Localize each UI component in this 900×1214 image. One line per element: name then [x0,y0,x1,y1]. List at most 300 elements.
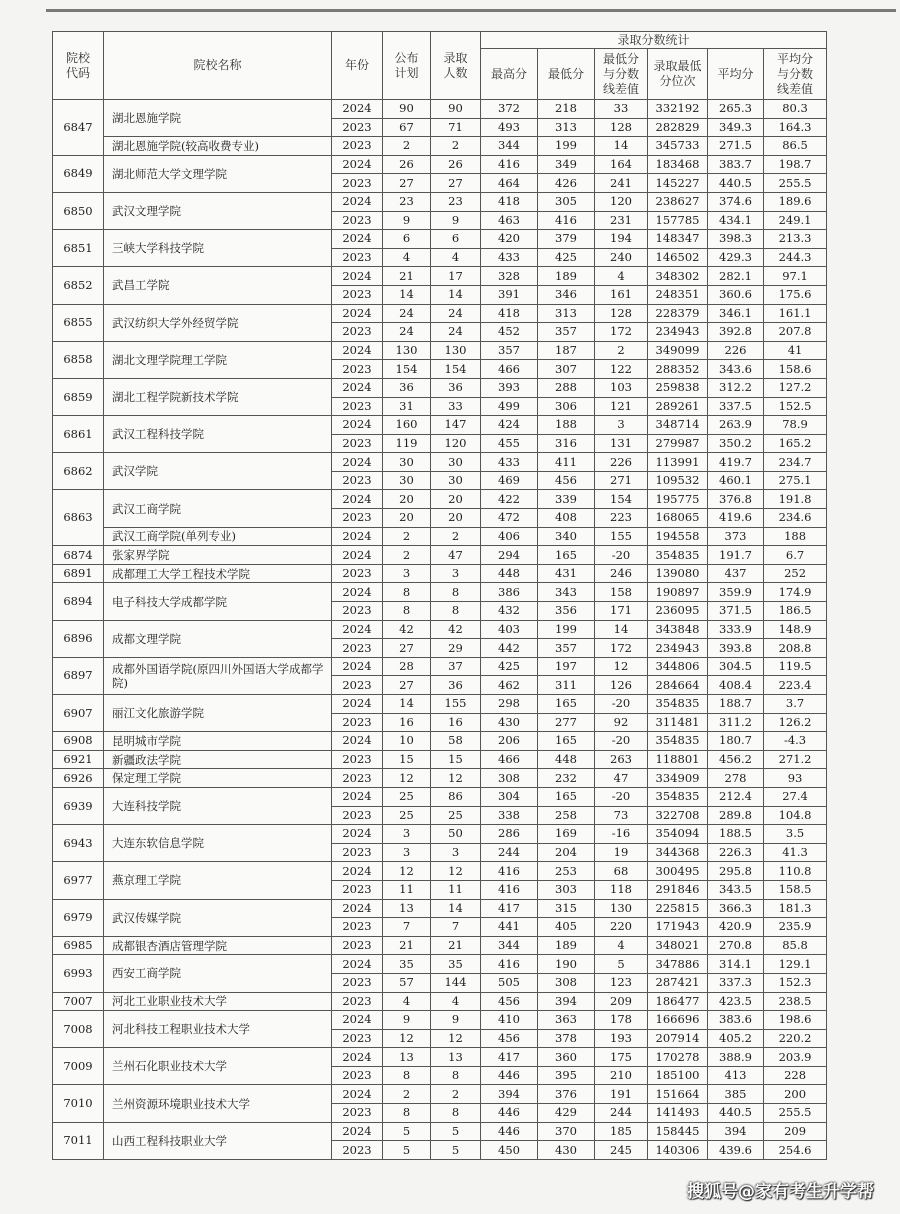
school-code-cell: 6897 [53,657,104,694]
max-score-cell: 493 [481,118,538,137]
avg-score-cell: 392.8 [708,323,764,342]
min-score-cell: 313 [538,118,595,137]
plan-cell: 154 [383,360,431,379]
min-score-cell: 379 [538,230,595,249]
min-rank-cell: 332192 [648,100,708,119]
avg-diff-cell: 86.5 [764,137,827,156]
year-cell: 2023 [332,1029,383,1048]
min-rank-cell: 287421 [648,973,708,992]
max-score-cell: 386 [481,583,538,602]
avg-diff-cell: 181.3 [764,899,827,918]
min-score-cell: 169 [538,825,595,844]
min-rank-cell: 228379 [648,304,708,323]
min-score-cell: 448 [538,750,595,769]
min-score-cell: 303 [538,880,595,899]
avg-score-cell: 440.5 [708,1104,764,1123]
avg-diff-cell: -4.3 [764,732,827,751]
min-score-cell: 307 [538,360,595,379]
avg-diff-cell: 119.5 [764,657,827,676]
min-score-cell: 425 [538,248,595,267]
min-rank-cell: 259838 [648,378,708,397]
min-rank-cell: 195775 [648,490,708,509]
school-name-cell: 成都银杏酒店管理学院 [104,936,332,955]
min-diff-cell: 226 [595,453,648,472]
header-min: 最低分 [538,49,595,100]
admitted-cell: 6 [431,230,481,249]
year-cell: 2024 [332,100,383,119]
avg-diff-cell: 158.5 [764,880,827,899]
min-rank-cell: 284664 [648,676,708,695]
plan-cell: 5 [383,1122,431,1141]
plan-cell: 12 [383,769,431,788]
min-diff-cell: 14 [595,620,648,639]
school-code-cell: 6908 [53,732,104,751]
table-row [53,769,827,788]
school-name-cell: 武昌工学院 [104,267,332,304]
table-row [53,862,827,881]
year-cell: 2024 [332,732,383,751]
avg-diff-cell: 110.8 [764,862,827,881]
admitted-cell: 15 [431,750,481,769]
avg-diff-cell: 238.5 [764,992,827,1011]
min-score-cell: 378 [538,1029,595,1048]
plan-cell: 7 [383,918,431,937]
year-cell: 2024 [332,378,383,397]
avg-score-cell: 413 [708,1066,764,1085]
school-code-cell: 6977 [53,862,104,899]
plan-cell: 26 [383,155,431,174]
table-row [53,1011,827,1030]
min-rank-cell: 322708 [648,806,708,825]
min-score-cell: 232 [538,769,595,788]
avg-diff-cell: 223.4 [764,676,827,695]
plan-cell: 2 [383,546,431,565]
admitted-cell: 29 [431,639,481,658]
avg-diff-cell: 189.6 [764,192,827,211]
year-cell: 2023 [332,248,383,267]
plan-cell: 13 [383,1048,431,1067]
table-row [53,490,827,509]
admitted-cell: 11 [431,880,481,899]
year-cell: 2024 [332,304,383,323]
table-row [53,787,827,806]
min-diff-cell: 172 [595,323,648,342]
school-name-cell: 武汉传媒学院 [104,899,332,936]
admitted-cell: 8 [431,602,481,621]
admitted-cell: 47 [431,546,481,565]
max-score-cell: 417 [481,899,538,918]
year-cell: 2023 [332,936,383,955]
school-code-cell: 6979 [53,899,104,936]
year-cell: 2024 [332,155,383,174]
avg-diff-cell: 152.5 [764,397,827,416]
min-rank-cell: 236095 [648,602,708,621]
admitted-cell: 42 [431,620,481,639]
admitted-cell: 37 [431,657,481,676]
avg-score-cell: 419.6 [708,509,764,528]
school-code-cell: 6939 [53,787,104,824]
min-rank-cell: 311481 [648,713,708,732]
avg-diff-cell: 209 [764,1122,827,1141]
table-row [53,1122,827,1141]
admitted-cell: 12 [431,1029,481,1048]
admitted-cell: 120 [431,434,481,453]
min-score-cell: 363 [538,1011,595,1030]
min-rank-cell: 109532 [648,471,708,490]
min-score-cell: 394 [538,992,595,1011]
school-name-cell: 张家界学院 [104,546,332,565]
min-rank-cell: 248351 [648,285,708,304]
min-diff-cell: 154 [595,490,648,509]
school-name-cell: 武汉学院 [104,453,332,490]
min-rank-cell: 354094 [648,825,708,844]
min-score-cell: 357 [538,639,595,658]
avg-diff-cell: 275.1 [764,471,827,490]
min-rank-cell: 183468 [648,155,708,174]
min-score-cell: 356 [538,602,595,621]
avg-diff-cell: 104.8 [764,806,827,825]
year-cell: 2024 [332,825,383,844]
min-score-cell: 311 [538,676,595,695]
max-score-cell: 433 [481,453,538,472]
min-score-cell: 456 [538,471,595,490]
min-diff-cell: 118 [595,880,648,899]
avg-diff-cell: 234.6 [764,509,827,528]
school-code-cell: 6985 [53,936,104,955]
min-rank-cell: 291846 [648,880,708,899]
avg-diff-cell: 152.3 [764,973,827,992]
avg-score-cell: 349.3 [708,118,764,137]
school-name-cell: 武汉工商学院 [104,490,332,527]
avg-diff-cell: 3.5 [764,825,827,844]
year-cell: 2023 [332,118,383,137]
min-diff-cell: 120 [595,192,648,211]
avg-score-cell: 295.8 [708,862,764,881]
min-diff-cell: 155 [595,527,648,546]
plan-cell: 15 [383,750,431,769]
min-score-cell: 253 [538,862,595,881]
max-score-cell: 469 [481,471,538,490]
min-rank-cell: 151664 [648,1085,708,1104]
admitted-cell: 14 [431,285,481,304]
admitted-cell: 2 [431,137,481,156]
min-rank-cell: 234943 [648,323,708,342]
admitted-cell: 8 [431,1104,481,1123]
avg-diff-cell: 3.7 [764,695,827,714]
header-min-rank: 录取最低 分位次 [648,49,708,100]
min-diff-cell: 33 [595,100,648,119]
min-diff-cell: 126 [595,676,648,695]
min-diff-cell: -20 [595,695,648,714]
year-cell: 2023 [332,750,383,769]
avg-diff-cell: 148.9 [764,620,827,639]
school-code-cell: 6921 [53,750,104,769]
avg-score-cell: 180.7 [708,732,764,751]
plan-cell: 28 [383,657,431,676]
admitted-cell: 154 [431,360,481,379]
max-score-cell: 394 [481,1085,538,1104]
min-diff-cell: 5 [595,955,648,974]
admitted-cell: 30 [431,471,481,490]
plan-cell: 35 [383,955,431,974]
school-name-cell: 湖北工程学院新技术学院 [104,378,332,415]
avg-score-cell: 419.7 [708,453,764,472]
max-score-cell: 466 [481,750,538,769]
table-row [53,1085,827,1104]
min-score-cell: 343 [538,583,595,602]
header-year: 年份 [332,32,383,100]
watermark: 搜狐号@家有考生升学帮 [687,1182,874,1202]
school-code-cell: 6943 [53,825,104,862]
min-rank-cell: 348714 [648,416,708,435]
admitted-cell: 5 [431,1141,481,1160]
school-name-cell: 湖北师范大学文理学院 [104,155,332,192]
school-code-cell: 6858 [53,341,104,378]
table-row [53,416,827,435]
min-rank-cell: 171943 [648,918,708,937]
school-name-cell: 成都外国语学院(原四川外国语大学成都学院) [104,657,332,694]
max-score-cell: 462 [481,676,538,695]
school-name-cell: 三峡大学科技学院 [104,230,332,267]
plan-cell: 3 [383,825,431,844]
year-cell: 2023 [332,806,383,825]
avg-diff-cell: 244.3 [764,248,827,267]
avg-score-cell: 456.2 [708,750,764,769]
year-cell: 2023 [332,323,383,342]
min-rank-cell: 170278 [648,1048,708,1067]
admitted-cell: 27 [431,174,481,193]
school-code-cell: 6855 [53,304,104,341]
admitted-cell: 4 [431,248,481,267]
avg-score-cell: 278 [708,769,764,788]
min-diff-cell: 3 [595,416,648,435]
year-cell: 2023 [332,434,383,453]
min-rank-cell: 334909 [648,769,708,788]
min-diff-cell: 73 [595,806,648,825]
max-score-cell: 448 [481,564,538,583]
max-score-cell: 456 [481,1029,538,1048]
avg-diff-cell: 255.5 [764,174,827,193]
avg-score-cell: 394 [708,1122,764,1141]
min-diff-cell: 103 [595,378,648,397]
max-score-cell: 416 [481,155,538,174]
table-row [53,546,827,565]
min-score-cell: 426 [538,174,595,193]
avg-score-cell: 460.1 [708,471,764,490]
year-cell: 2023 [332,564,383,583]
admitted-cell: 21 [431,936,481,955]
avg-score-cell: 437 [708,564,764,583]
admitted-cell: 20 [431,490,481,509]
year-cell: 2024 [332,657,383,676]
min-diff-cell: 14 [595,137,648,156]
min-rank-cell: 354835 [648,546,708,565]
max-score-cell: 463 [481,211,538,230]
min-diff-cell: 68 [595,862,648,881]
avg-score-cell: 405.2 [708,1029,764,1048]
min-diff-cell: 128 [595,118,648,137]
avg-diff-cell: 27.4 [764,787,827,806]
min-score-cell: 165 [538,695,595,714]
school-name-cell: 电子科技大学成都学院 [104,583,332,620]
avg-diff-cell: 203.9 [764,1048,827,1067]
avg-diff-cell: 200 [764,1085,827,1104]
table-row [53,304,827,323]
min-rank-cell: 118801 [648,750,708,769]
max-score-cell: 433 [481,248,538,267]
min-diff-cell: 241 [595,174,648,193]
avg-diff-cell: 252 [764,564,827,583]
min-diff-cell: 193 [595,1029,648,1048]
header-admitted: 录取 人数 [431,32,481,100]
avg-diff-cell: 198.6 [764,1011,827,1030]
max-score-cell: 456 [481,992,538,1011]
avg-diff-cell: 93 [764,769,827,788]
admitted-cell: 17 [431,267,481,286]
plan-cell: 25 [383,806,431,825]
min-diff-cell: 19 [595,843,648,862]
year-cell: 2023 [332,509,383,528]
min-diff-cell: 210 [595,1066,648,1085]
min-rank-cell: 238627 [648,192,708,211]
avg-score-cell: 350.2 [708,434,764,453]
year-cell: 2024 [332,695,383,714]
min-diff-cell: -20 [595,787,648,806]
admitted-cell: 9 [431,1011,481,1030]
min-rank-cell: 288352 [648,360,708,379]
min-diff-cell: 158 [595,583,648,602]
year-cell: 2023 [332,1141,383,1160]
min-rank-cell: 354835 [648,787,708,806]
school-code-cell: 7007 [53,992,104,1011]
min-score-cell: 370 [538,1122,595,1141]
plan-cell: 130 [383,341,431,360]
table-row [53,378,827,397]
plan-cell: 30 [383,453,431,472]
year-cell: 2023 [332,769,383,788]
min-diff-cell: -20 [595,732,648,751]
max-score-cell: 244 [481,843,538,862]
max-score-cell: 418 [481,192,538,211]
max-score-cell: 372 [481,100,538,119]
school-name-cell: 兰州资源环境职业技术大学 [104,1085,332,1122]
school-code-cell: 6874 [53,546,104,565]
min-diff-cell: 175 [595,1048,648,1067]
year-cell: 2023 [332,713,383,732]
min-score-cell: 199 [538,620,595,639]
plan-cell: 20 [383,509,431,528]
avg-score-cell: 434.1 [708,211,764,230]
max-score-cell: 417 [481,1048,538,1067]
avg-diff-cell: 85.8 [764,936,827,955]
max-score-cell: 294 [481,546,538,565]
min-diff-cell: -20 [595,546,648,565]
plan-cell: 2 [383,137,431,156]
avg-score-cell: 304.5 [708,657,764,676]
min-rank-cell: 349099 [648,341,708,360]
avg-diff-cell: 255.5 [764,1104,827,1123]
plan-cell: 3 [383,564,431,583]
admitted-cell: 8 [431,1066,481,1085]
admitted-cell: 14 [431,899,481,918]
plan-cell: 11 [383,880,431,899]
avg-score-cell: 429.3 [708,248,764,267]
max-score-cell: 425 [481,657,538,676]
min-score-cell: 357 [538,323,595,342]
max-score-cell: 441 [481,918,538,937]
year-cell: 2024 [332,453,383,472]
avg-score-cell: 212.4 [708,787,764,806]
avg-score-cell: 333.9 [708,620,764,639]
plan-cell: 36 [383,378,431,397]
year-cell: 2024 [332,490,383,509]
avg-score-cell: 420.9 [708,918,764,937]
year-cell: 2023 [332,880,383,899]
school-code-cell: 6896 [53,620,104,657]
min-rank-cell: 279987 [648,434,708,453]
table-row [53,453,827,472]
table-body [53,100,827,1160]
admitted-cell: 30 [431,453,481,472]
school-code-cell: 6861 [53,416,104,453]
avg-score-cell: 439.6 [708,1141,764,1160]
min-rank-cell: 113991 [648,453,708,472]
min-diff-cell: 271 [595,471,648,490]
year-cell: 2023 [332,211,383,230]
min-score-cell: 189 [538,936,595,955]
year-cell: 2023 [332,602,383,621]
admitted-cell: 26 [431,155,481,174]
admitted-cell: 25 [431,806,481,825]
school-code-cell: 6993 [53,955,104,992]
school-code-cell: 6891 [53,564,104,583]
plan-cell: 9 [383,211,431,230]
avg-score-cell: 282.1 [708,267,764,286]
header-code: 院校 代码 [53,32,104,100]
max-score-cell: 338 [481,806,538,825]
year-cell: 2024 [332,1122,383,1141]
min-diff-cell: 223 [595,509,648,528]
min-diff-cell: 4 [595,267,648,286]
max-score-cell: 455 [481,434,538,453]
max-score-cell: 206 [481,732,538,751]
min-score-cell: 305 [538,192,595,211]
min-diff-cell: 130 [595,899,648,918]
year-cell: 2023 [332,843,383,862]
avg-score-cell: 440.5 [708,174,764,193]
max-score-cell: 406 [481,527,538,546]
avg-score-cell: 374.6 [708,192,764,211]
min-rank-cell: 194558 [648,527,708,546]
avg-diff-cell: 220.2 [764,1029,827,1048]
admitted-cell: 12 [431,769,481,788]
table-row [53,527,827,546]
min-score-cell: 165 [538,732,595,751]
avg-score-cell: 360.6 [708,285,764,304]
max-score-cell: 344 [481,137,538,156]
table-row [53,750,827,769]
min-score-cell: 411 [538,453,595,472]
plan-cell: 21 [383,267,431,286]
plan-cell: 23 [383,192,431,211]
min-diff-cell: 92 [595,713,648,732]
admitted-cell: 35 [431,955,481,974]
table-row [53,695,827,714]
admitted-cell: 12 [431,862,481,881]
plan-cell: 42 [383,620,431,639]
avg-diff-cell: 97.1 [764,267,827,286]
plan-cell: 67 [383,118,431,137]
